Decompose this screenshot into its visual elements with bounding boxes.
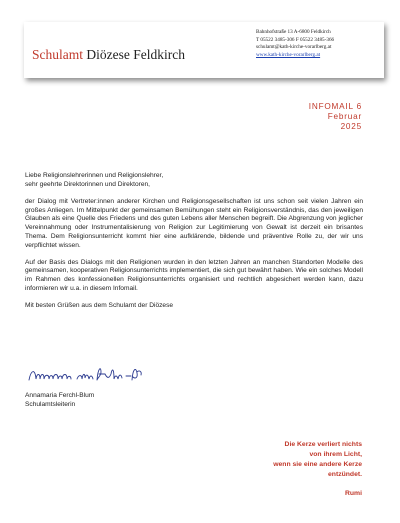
- salutation-line-1: Liebe Religionslehrerinnen und Religionslehrer,: [25, 172, 164, 179]
- paragraph-1: der Dialog mit Vertreter:innen anderer Kirchen und Religionsgesellschaften ist uns schon seit vielen Jahren ein großes Anliegen. Im Mittelpunkt der gemeinsamen Bemühungen steht ein Religionsverständnis, das den jeweiligen Glauben als eine Quelle des Friedens und des guten Lebens aller Menschen begreift. Die Abgrenzung von jeglicher Vereinnahmung oder Instrumentalisierung von Religion zur Legitimierung von Gewalt ist derzeit ein brisantes Thema. Dem Religionsunterricht kommt hier eine aufklärende, bildende und präventive Rolle zu, der wir uns verpflichtet wissen.: [25, 198, 363, 249]
- contact-block: [256, 29, 380, 59]
- closing-line: Mit besten Grüßen aus dem Schulamt der Diözese: [25, 301, 174, 309]
- infomail-year: 2025: [340, 122, 362, 131]
- quote-author: Rumi: [345, 490, 362, 497]
- brand-schulamt: Schulamt: [32, 47, 83, 62]
- infomail-title: INFOMAIL 6: [308, 102, 362, 111]
- address: Bahnhofstraße 13 A-6800 Feldkirch: [256, 29, 331, 35]
- letterhead: [24, 22, 384, 78]
- quote-line-2: von ihrem Licht,: [309, 451, 362, 458]
- quote-block: [273, 440, 362, 499]
- quote-line-1: Die Kerze verliert nichts: [284, 441, 362, 448]
- website-link[interactable]: www.kath-kirche-vorarlberg.at: [256, 51, 321, 58]
- signer-role: Schulamtsleiterin: [25, 400, 76, 408]
- brand-dioezese: Diözese Feldkirch: [86, 47, 185, 62]
- salutation-line-2: sehr geehrte Direktorinnen und Direktoren,: [25, 180, 150, 188]
- quote-line-4: entzündet.: [328, 471, 362, 478]
- letter-body: [25, 172, 363, 319]
- infomail-month: Februar: [327, 112, 362, 121]
- phone-fax: T 05522 3485-306 F 05522 3485-366: [256, 36, 335, 43]
- quote-line-3: wenn sie eine andere Kerze: [273, 461, 362, 468]
- brand-logo: [32, 47, 185, 63]
- signer-name: Annamaria Ferchl-Blum: [25, 392, 95, 399]
- salutation: [25, 172, 363, 189]
- paragraph-2: Auf der Basis des Dialogs mit den Religionen wurden in den letzten Jahren an manchen Standorten Modelle des gemeinsamen, kooperativen Religionsunterrichts implementiert, die sich gut bewährt haben. Wie ein solches Modell im Rahmen des konfessionellen Religionsunterrichts organisiert und rechtlich abgesichert werden kann, dazu informieren wir u.a. in diesem Infomail.: [25, 258, 363, 292]
- signer-block: [25, 392, 94, 409]
- handwritten-signature: [27, 364, 147, 386]
- email: schulamt@kath-kirche-vorarlberg.at: [256, 44, 332, 51]
- infomail-block: [309, 102, 362, 132]
